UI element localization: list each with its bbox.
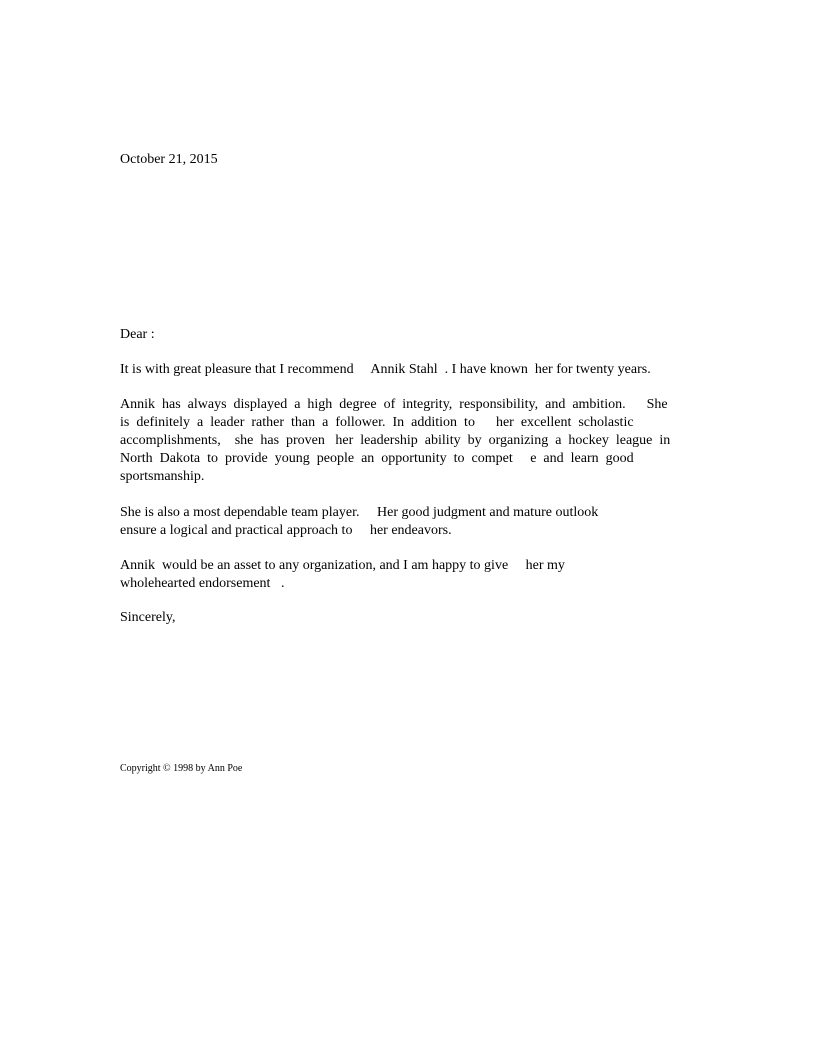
paragraph-line: Annik has always displayed a high degree of integrity, responsibility, and ambition. She	[120, 397, 668, 412]
paragraph-teamwork	[120, 504, 700, 540]
copyright-notice: Copyright © 1998 by Ann Poe	[120, 763, 243, 774]
closing: Sincerely,	[120, 610, 176, 625]
paragraph-line: accomplishments, she has proven her leadership ability by organizing a hockey league in	[120, 433, 671, 448]
paragraph-line: sportsmanship.	[120, 469, 205, 484]
salutation: Dear :	[120, 327, 155, 342]
paragraph-endorsement	[120, 557, 700, 593]
paragraph-line: North Dakota to provide young people an opportunity to compet e and learn good	[120, 451, 634, 466]
paragraph-line: wholehearted endorsement .	[120, 576, 285, 591]
paragraph-line: ensure a logical and practical approach to her endeavors.	[120, 523, 452, 538]
paragraph-line: She is also a most dependable team player. Her good judgment and mature outlook	[120, 505, 599, 520]
paragraph-qualities	[120, 396, 700, 486]
paragraph-line: Annik would be an asset to any organization, and I am happy to give her my	[120, 558, 565, 573]
paragraph-intro: It is with great pleasure that I recommend Annik Stahl . I have known her for twenty years.	[120, 362, 651, 377]
paragraph-line: is definitely a leader rather than a follower. In addition to her excellent scholastic	[120, 415, 634, 430]
letter-date: October 21, 2015	[120, 152, 218, 167]
